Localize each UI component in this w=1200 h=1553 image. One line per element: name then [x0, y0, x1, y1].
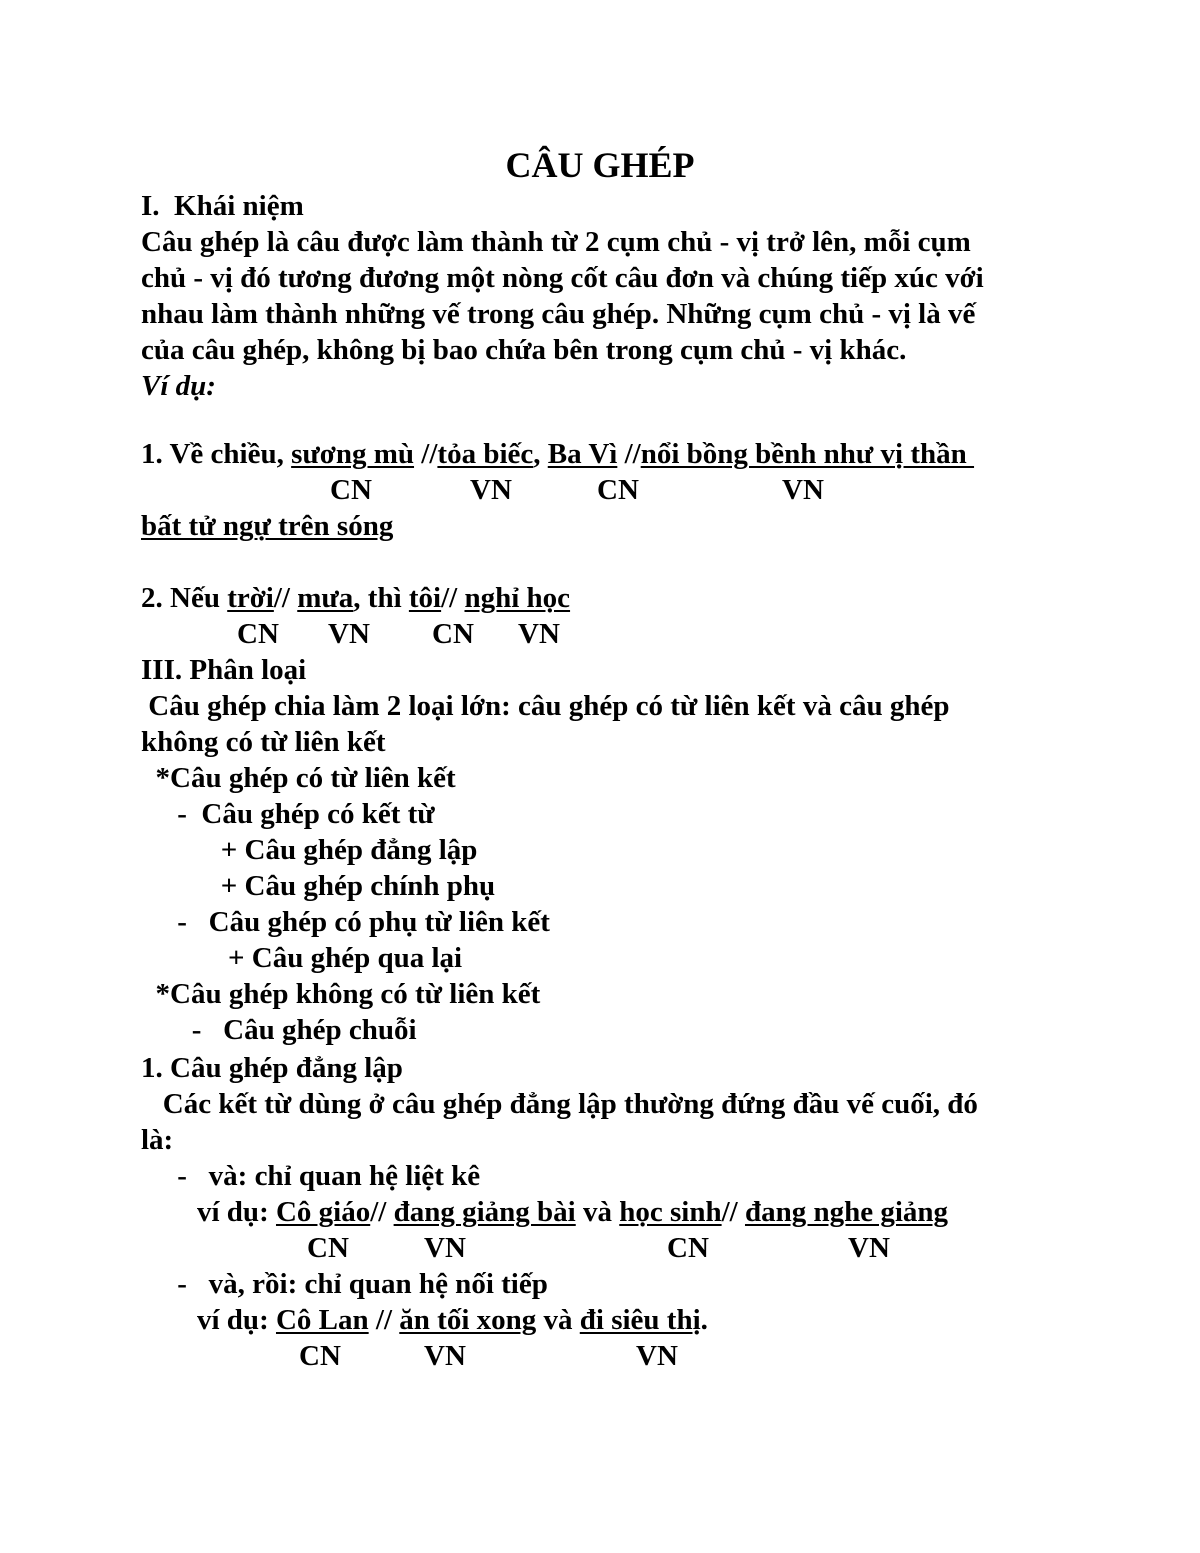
classification-intro-2: không có từ liên kết	[141, 726, 386, 758]
classification-item: *Câu ghép có từ liên kết	[141, 762, 456, 794]
grammar-label: VN	[636, 1340, 678, 1372]
grammar-label: VN	[470, 474, 512, 506]
grammar-label: VN	[424, 1232, 466, 1264]
definition-line-1: Câu ghép là câu được làm thành từ 2 cụm chủ - vị trở lên, mỗi cụm	[141, 226, 971, 258]
grammar-label: VN	[782, 474, 824, 506]
classification-item: - Câu ghép chuỗi	[141, 1014, 417, 1046]
relation-item-noi-tiep: - và, rồi: chỉ quan hệ nối tiếp	[141, 1268, 548, 1300]
definition-line-4: của câu ghép, không bị bao chứa bên trong cụm chủ - vị khác.	[141, 334, 907, 366]
section-heading-phan-loai: III. Phân loại	[141, 654, 307, 686]
relation-item-liet-ke: - và: chỉ quan hệ liệt kê	[141, 1160, 481, 1192]
grammar-label: CN	[330, 474, 372, 506]
classification-item: + Câu ghép qua lại	[141, 942, 463, 974]
grammar-label: VN	[518, 618, 560, 650]
example-label: Ví dụ:	[141, 370, 216, 402]
definition-line-2: chủ - vị đó tương đương một nòng cốt câu đơn và chúng tiếp xúc với	[141, 262, 984, 294]
page-title: CÂU GHÉP	[505, 145, 695, 185]
grammar-label: CN	[597, 474, 639, 506]
definition-line-3: nhau làm thành những vế trong câu ghép. Những cụm chủ - vị là vế	[141, 298, 976, 330]
grammar-label: CN	[432, 618, 474, 650]
classification-item: *Câu ghép không có từ liên kết	[141, 978, 541, 1010]
example-noi-tiep: ví dụ: Cô Lan // ăn tối xong và đi siêu thị.	[197, 1304, 708, 1336]
grammar-label: CN	[307, 1232, 349, 1264]
classification-item: + Câu ghép đẳng lập	[141, 834, 478, 866]
dang-lap-intro-2: là:	[141, 1124, 174, 1156]
classification-item: - Câu ghép có phụ từ liên kết	[141, 906, 550, 938]
section-heading-dang-lap: 1. Câu ghép đẳng lập	[141, 1052, 403, 1084]
grammar-label: VN	[328, 618, 370, 650]
classification-intro-1: Câu ghép chia làm 2 loại lớn: câu ghép có từ liên kết và câu ghép	[141, 690, 950, 722]
classification-item: + Câu ghép chính phụ	[141, 870, 496, 902]
grammar-label: CN	[299, 1340, 341, 1372]
grammar-label: VN	[848, 1232, 890, 1264]
section-heading-khai-niem: I. Khái niệm	[141, 190, 304, 222]
example-2-line: 2. Nếu trời// mưa, thì tôi// nghỉ học	[141, 582, 571, 614]
grammar-label: CN	[237, 618, 279, 650]
grammar-label: CN	[667, 1232, 709, 1264]
example-liet-ke: ví dụ: Cô giáo// đang giảng bài và học sinh// đang nghe giảng	[197, 1196, 949, 1228]
example-1-line-1: 1. Về chiều, sương mù //tỏa biếc, Ba Vì //nổi bồng bềnh như vị thần	[141, 438, 975, 470]
grammar-label: VN	[424, 1340, 466, 1372]
classification-item: - Câu ghép có kết từ	[141, 798, 435, 830]
dang-lap-intro-1: Các kết từ dùng ở câu ghép đẳng lập thường đứng đầu vế cuối, đó	[141, 1088, 978, 1120]
example-1-line-2: bất tử ngự trên sóng	[141, 510, 394, 542]
